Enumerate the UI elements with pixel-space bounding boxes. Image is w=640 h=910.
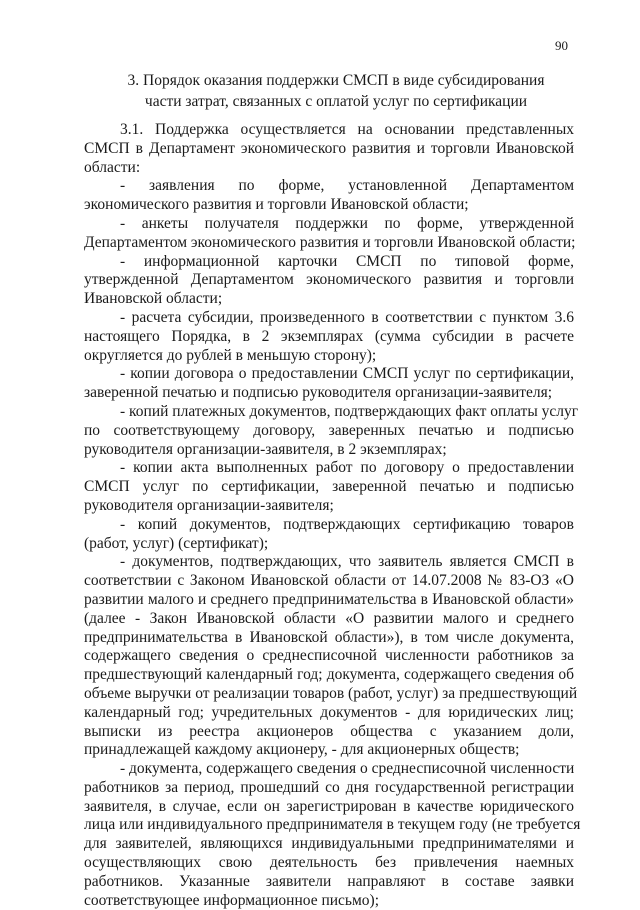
body-line: утвержденной Департаментом экономического развития и торговли	[84, 271, 574, 289]
body-line: области:	[84, 158, 141, 176]
body-line: 3.1. Поддержка осуществляется на основании представленных	[120, 121, 574, 138]
body-line: принадлежащей каждому акционеру, - для акционерных обществ;	[84, 741, 520, 759]
body-line: - расчета субсидии, произведенного в соответствии с пунктом 3.6	[120, 308, 574, 326]
body-line: заявителя, в случае, если он зарегистрирован в качестве юридического	[84, 797, 574, 815]
heading-line-1: 3. Порядок оказания поддержки СМСП в виде субсидирования	[127, 72, 545, 89]
body-line: - копии договора о предоставлении СМСП услуг по сертификации,	[120, 365, 574, 383]
body-line: округляется до рублей в меньшую сторону);	[84, 346, 377, 364]
body-line: руководителя организации-заявителя, в 2 экземплярах;	[84, 440, 447, 458]
body-line: заверенной печатью и подписью руководителя организации-заявителя;	[84, 384, 553, 402]
body-line: - анкеты получателя поддержки по форме, утвержденной	[120, 214, 574, 232]
body-line: - копий платежных документов, подтверждающих факт оплаты услуг	[120, 402, 579, 420]
body-line: работников. Указанные заявители направляют в составе заявки	[84, 872, 574, 890]
body-line: Департаментом экономического развития и торговли Ивановской области;	[84, 233, 576, 251]
body-line: соответствии с Законом Ивановской области от 14.07.2008 № 83-ОЗ «О	[84, 572, 574, 590]
body-line: лица или индивидуального предпринимателя в текущем году (не требуется	[84, 816, 581, 834]
body-line: предшествующий календарный год; документа, содержащего сведения об	[84, 666, 574, 684]
body-line: Ивановской области;	[84, 290, 223, 308]
heading-line-2: части затрат, связанных с оплатой услуг по сертификации	[144, 93, 528, 110]
body-line: руководителя организации-заявителя;	[84, 496, 334, 514]
page-number: 90	[555, 38, 568, 53]
body-line: предпринимательства в Ивановской области»), в том числе документа,	[84, 628, 574, 646]
body-line: экономического развития и торговли Ивановской области;	[84, 196, 469, 214]
body-line: соответствующее информационное письмо);	[84, 891, 380, 909]
body-line: развитии малого и среднего предпринимательства в Ивановской области»	[84, 590, 574, 608]
body-line: - копии акта выполненных работ по договору о предоставлении	[120, 459, 574, 477]
section-heading	[96, 70, 576, 112]
body-line: содержащего сведения о среднесписочной численности работников за	[84, 647, 574, 665]
body-line: СМСП в Департамент экономического развития и торговли Ивановской	[84, 139, 574, 157]
body-line: - копий документов, подтверждающих сертификацию товаров	[120, 515, 574, 533]
body-line: - документов, подтверждающих, что заявитель является СМСП в	[120, 553, 574, 571]
body-line: - документа, содержащего сведения о среднесписочной численности	[120, 760, 575, 778]
body-line: для заявителей, являющихся индивидуальными предпринимателями и	[84, 835, 574, 853]
body-line: настоящего Порядка, в 2 экземплярах (сумма субсидии в расчете	[84, 327, 574, 345]
body-line: - информационной карточки СМСП по типовой форме,	[120, 252, 574, 270]
body-line: объеме выручки от реализации товаров (работ, услуг) за предшествующий	[84, 684, 578, 702]
body-line: (далее - Закон Ивановской области «О развитии малого и среднего	[84, 609, 574, 627]
body-line: СМСП услуг по сертификации, заверенной печатью и подписью	[84, 478, 574, 496]
body-line: по соответствующему договору, заверенных печатью и подписью	[84, 421, 574, 439]
body-line: выписки из реестра акционеров общества с указанием доли,	[84, 722, 574, 740]
body-text	[84, 121, 581, 910]
body-line: - заявления по форме, установленной Департаментом	[120, 177, 574, 195]
body-line: осуществляющих свою деятельность без привлечения наемных	[84, 854, 574, 872]
body-line: работников за период, прошедший со дня государственной регистрации	[84, 778, 574, 796]
body-line: (работ, услуг) (сертификат);	[84, 534, 269, 552]
body-line: календарный год; учредительных документов - для юридических лиц;	[84, 703, 574, 721]
